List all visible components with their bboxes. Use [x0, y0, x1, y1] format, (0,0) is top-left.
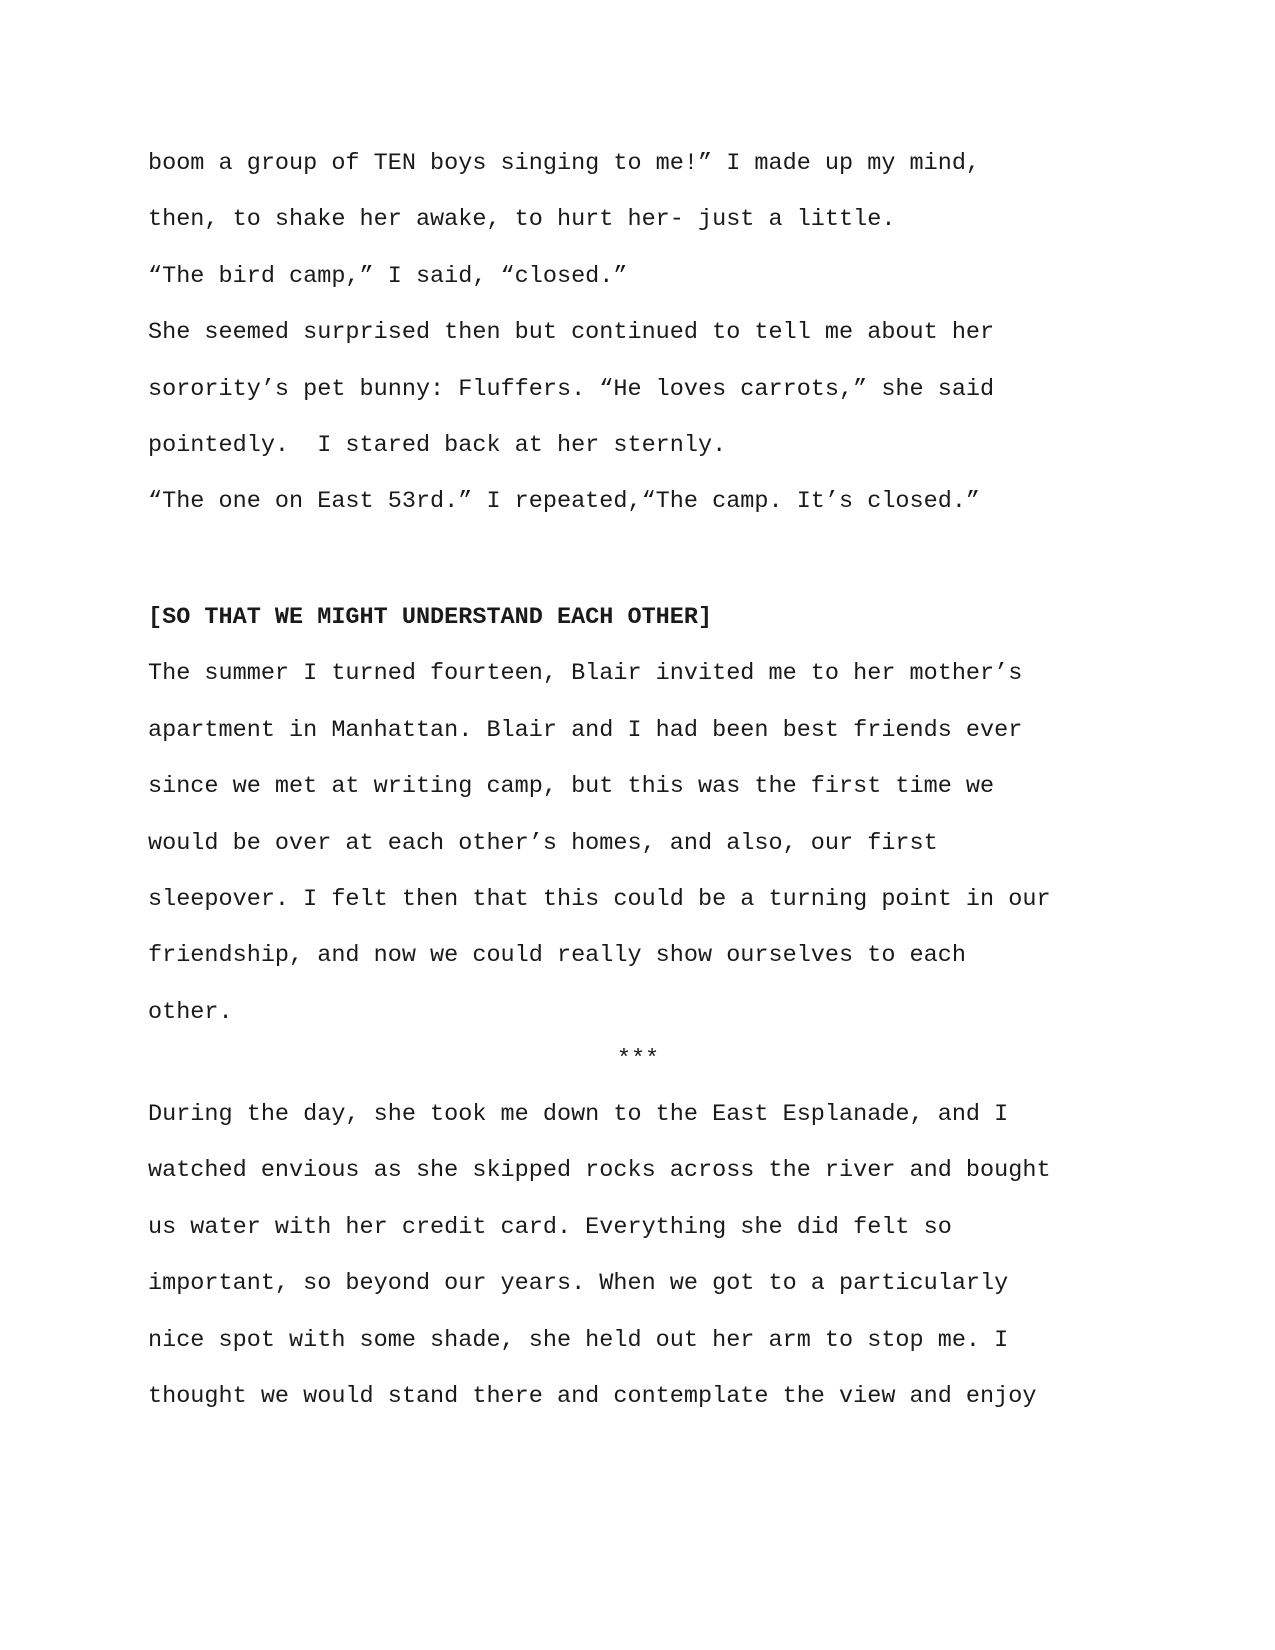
text-line: She seemed surprised then but continued to tell me about her [148, 319, 995, 347]
text-line: watched envious as she skipped rocks across the river and bought [148, 1157, 1051, 1185]
text-line: boom a group of TEN boys singing to me!” I made up my mind, [148, 150, 981, 177]
text-line: then, to shake her awake, to hurt her- just a little. [148, 206, 896, 234]
text-line: The summer I turned fourteen, Blair invited me to her mother’s [148, 660, 1023, 688]
text-line: apartment in Manhattan. Blair and I had been best friends ever [148, 716, 1023, 744]
paragraph-block-1 [148, 136, 1148, 531]
text-line: pointedly. I stared back at her sternly. [148, 431, 727, 459]
text-line: since we met at writing camp, but this was the first time we [148, 773, 995, 801]
text-line: important, so beyond our years. When we got to a particularly [148, 1270, 1009, 1298]
text-line: nice spot with some shade, she held out her arm to stop me. I [148, 1326, 1009, 1354]
text-line: “The one on East 53rd.” I repeated,“The camp. It’s closed.” [148, 488, 981, 516]
scene-break-separator: *** [616, 1046, 660, 1073]
paragraph-block-3 [148, 1087, 1148, 1425]
paragraph-block-2 [148, 590, 1148, 1041]
text-line: thought we would stand there and contemplate the view and enjoy [148, 1382, 1037, 1410]
text-line: sleepover. I felt then that this could be a turning point in our [148, 885, 1051, 913]
text-line: sorority’s pet bunny: Fluffers. “He loves carrots,” she said [148, 375, 995, 403]
text-line: other. [148, 998, 233, 1026]
text-line: would be over at each other’s homes, and also, our first [148, 829, 938, 857]
text-line: “The bird camp,” I said, “closed.” [148, 262, 628, 290]
text-line: During the day, she took me down to the East Esplanade, and I [148, 1101, 1009, 1128]
section-heading: [SO THAT WE MIGHT UNDERSTAND EACH OTHER] [148, 604, 713, 631]
text-line: friendship, and now we could really show ourselves to each [148, 942, 966, 970]
text-line: us water with her credit card. Everything she did felt so [148, 1213, 952, 1241]
